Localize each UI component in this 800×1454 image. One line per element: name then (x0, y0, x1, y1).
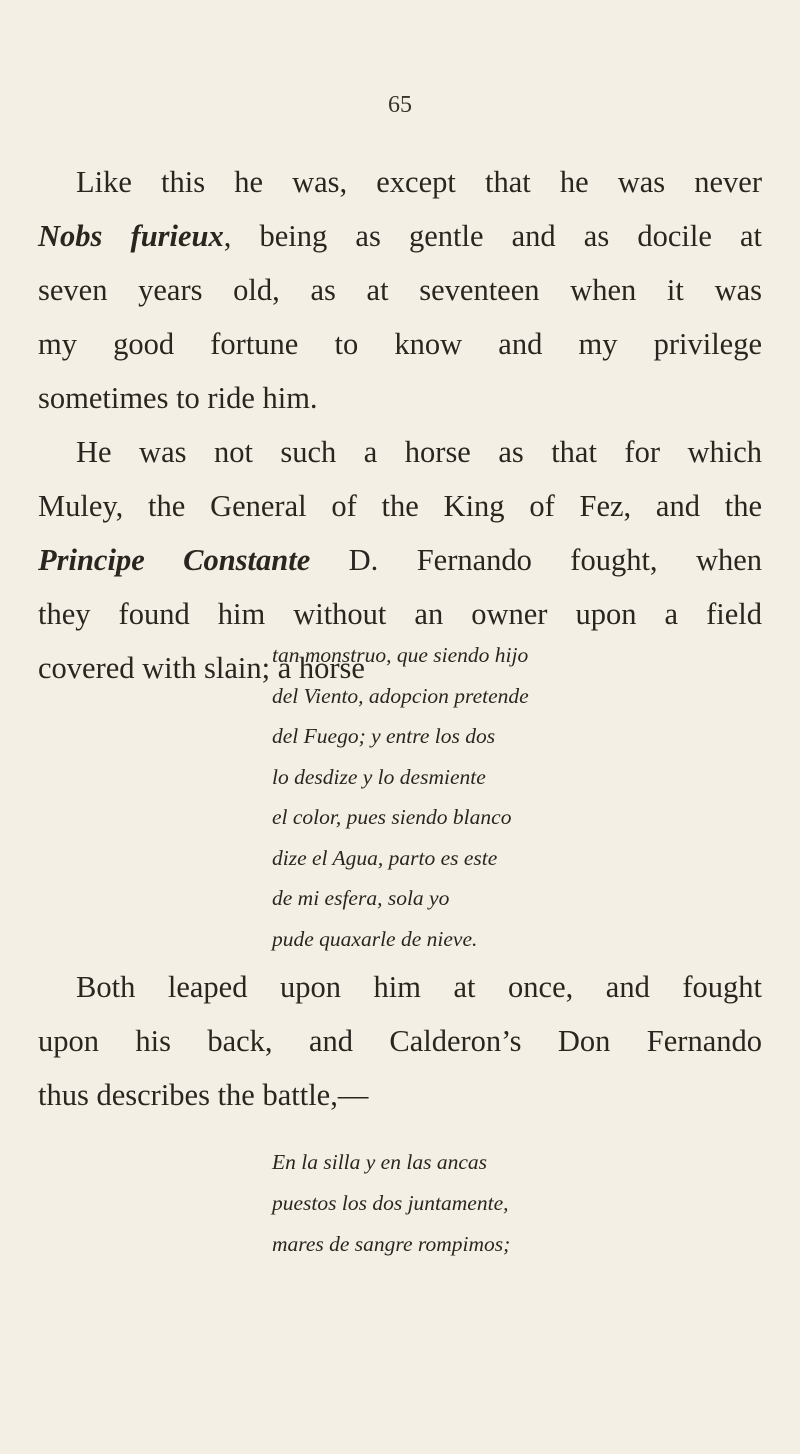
verse-line: En la silla y en las ancas (272, 1150, 487, 1174)
paragraph-3 (38, 960, 762, 1122)
italic-phrase: Principe Constante (38, 543, 311, 577)
verse-line: mares de sangre rompimos; (272, 1232, 511, 1256)
verse-line: pude quaxarle de nieve. (272, 926, 478, 951)
verse-block-2 (272, 1142, 510, 1265)
text-line: Like this he was, except that he was never (76, 165, 762, 199)
text-line: Muley, the General of the King of Fez, and the (38, 489, 762, 523)
text-line (38, 533, 762, 587)
text-line: thus describes the battle,— (38, 1078, 369, 1112)
text-fragment: , being as gentle and as docile at (223, 219, 763, 253)
verse-line: el color, pues siendo blanco (272, 805, 512, 829)
text-line: upon his back, and Calderon’s Don Fernando (38, 1024, 762, 1058)
text-line: they found him without an owner upon a field (38, 597, 762, 631)
page-number: 65 (388, 92, 412, 118)
text-line (38, 209, 762, 263)
paragraph-1 (38, 155, 762, 425)
verse-line: puestos los dos juntamente, (272, 1191, 509, 1215)
verse-line: dize el Agua, parto es este (272, 845, 498, 870)
verse-line: de mi esfera, sola yo (272, 886, 450, 910)
text-line: He was not such a horse as that for which (76, 435, 762, 469)
verse-line: del Viento, adopcion pretende (272, 683, 529, 708)
verse-line: lo desdize y lo desmiente (272, 764, 486, 789)
verse-line: tan monstruo, que siendo hijo (272, 643, 529, 667)
verse-block-1 (272, 635, 529, 959)
text-line: sometimes to ride him. (38, 381, 318, 415)
text-line: covered with slain; a horse (38, 651, 365, 685)
text-line: my good fortune to know and my privilege (38, 327, 762, 361)
text-line: seven years old, as at seventeen when it was (38, 273, 762, 307)
italic-phrase: Nobs furieux (38, 219, 224, 253)
verse-line: del Fuego; y entre los dos (272, 724, 496, 748)
text-fragment: D. Fernando fought, when (310, 543, 763, 577)
text-line: Both leaped upon him at once, and fought (76, 970, 762, 1004)
